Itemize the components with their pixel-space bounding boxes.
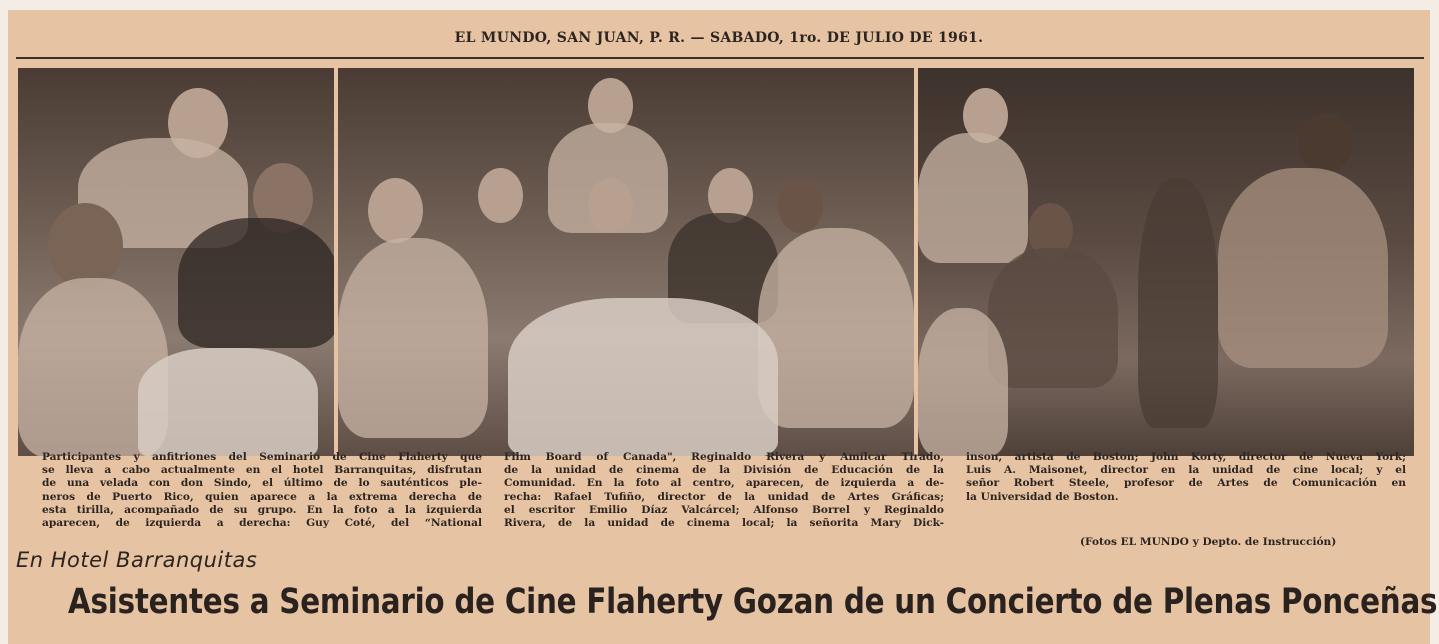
caption-line: Film Board of Canada", Reginaldo Rivera y Amílcar Tirado,: [504, 451, 944, 463]
photo-credit: (Fotos EL MUNDO y Depto. de Instrucción): [1080, 536, 1337, 548]
caption-line: Comunidad. En la foto al centro, aparecen, de izquierda a de-: [504, 477, 944, 490]
caption-line: neros de Puerto Rico, quien aparece a la extrema derecha de: [42, 490, 482, 503]
caption-line: esta tirilla, acompañado de su grupo. En la foto a la izquierda: [42, 503, 482, 516]
caption-column-1: [42, 451, 482, 530]
masthead-rule: [16, 57, 1424, 59]
headline: Asistentes a Seminario de Cine Flaherty Gozan de un Concierto de Plenas Ponceñas: [68, 582, 1438, 622]
caption-line: señor Robert Steele, profesor de Artes de Comunicación en: [966, 477, 1406, 490]
newspaper-clipping: [8, 10, 1438, 644]
caption-line: Luis A. Maisonet, director en la unidad de cine local; y el: [966, 464, 1406, 477]
caption-line: de una velada con don Sindo, el último de lo sauténticos ple-: [42, 477, 482, 490]
caption-column-2: [504, 451, 944, 530]
caption-line: aparecen, de izquierda a derecha: Guy Coté, del “National: [42, 517, 482, 530]
caption-line: se lleva a cabo actualmente en el hotel Barranquitas, disfrutan: [42, 464, 482, 477]
caption-line: recha: Rafael Tufiño, director de la unidad de Artes Gráficas;: [504, 490, 944, 503]
photo-center: [338, 68, 914, 456]
caption-line: de la unidad de cinema de la División de Educación de la: [504, 464, 944, 477]
caption-column-3: [966, 451, 1406, 504]
photo-right: [918, 68, 1414, 456]
caption-line: la Universidad de Boston.: [966, 490, 1119, 503]
caption-line: Rivera, de la unidad de cinema local; la señorita Mary Dick-: [504, 517, 944, 530]
caption-line: el escritor Emilio Díaz Valcárcel; Alfonso Borrel y Reginaldo: [504, 503, 944, 516]
caption-line: inson, artista de Boston; John Korty, director de Nueva York;: [966, 451, 1406, 463]
caption-line: Participantes y anfitriones del Seminario de Cine Flaherty que: [42, 451, 482, 463]
photo-left: [18, 68, 334, 456]
subheading: En Hotel Barranquitas: [16, 548, 258, 572]
masthead: EL MUNDO, SAN JUAN, P. R. — SABADO, 1ro. DE JULIO DE 1961.: [454, 30, 984, 46]
